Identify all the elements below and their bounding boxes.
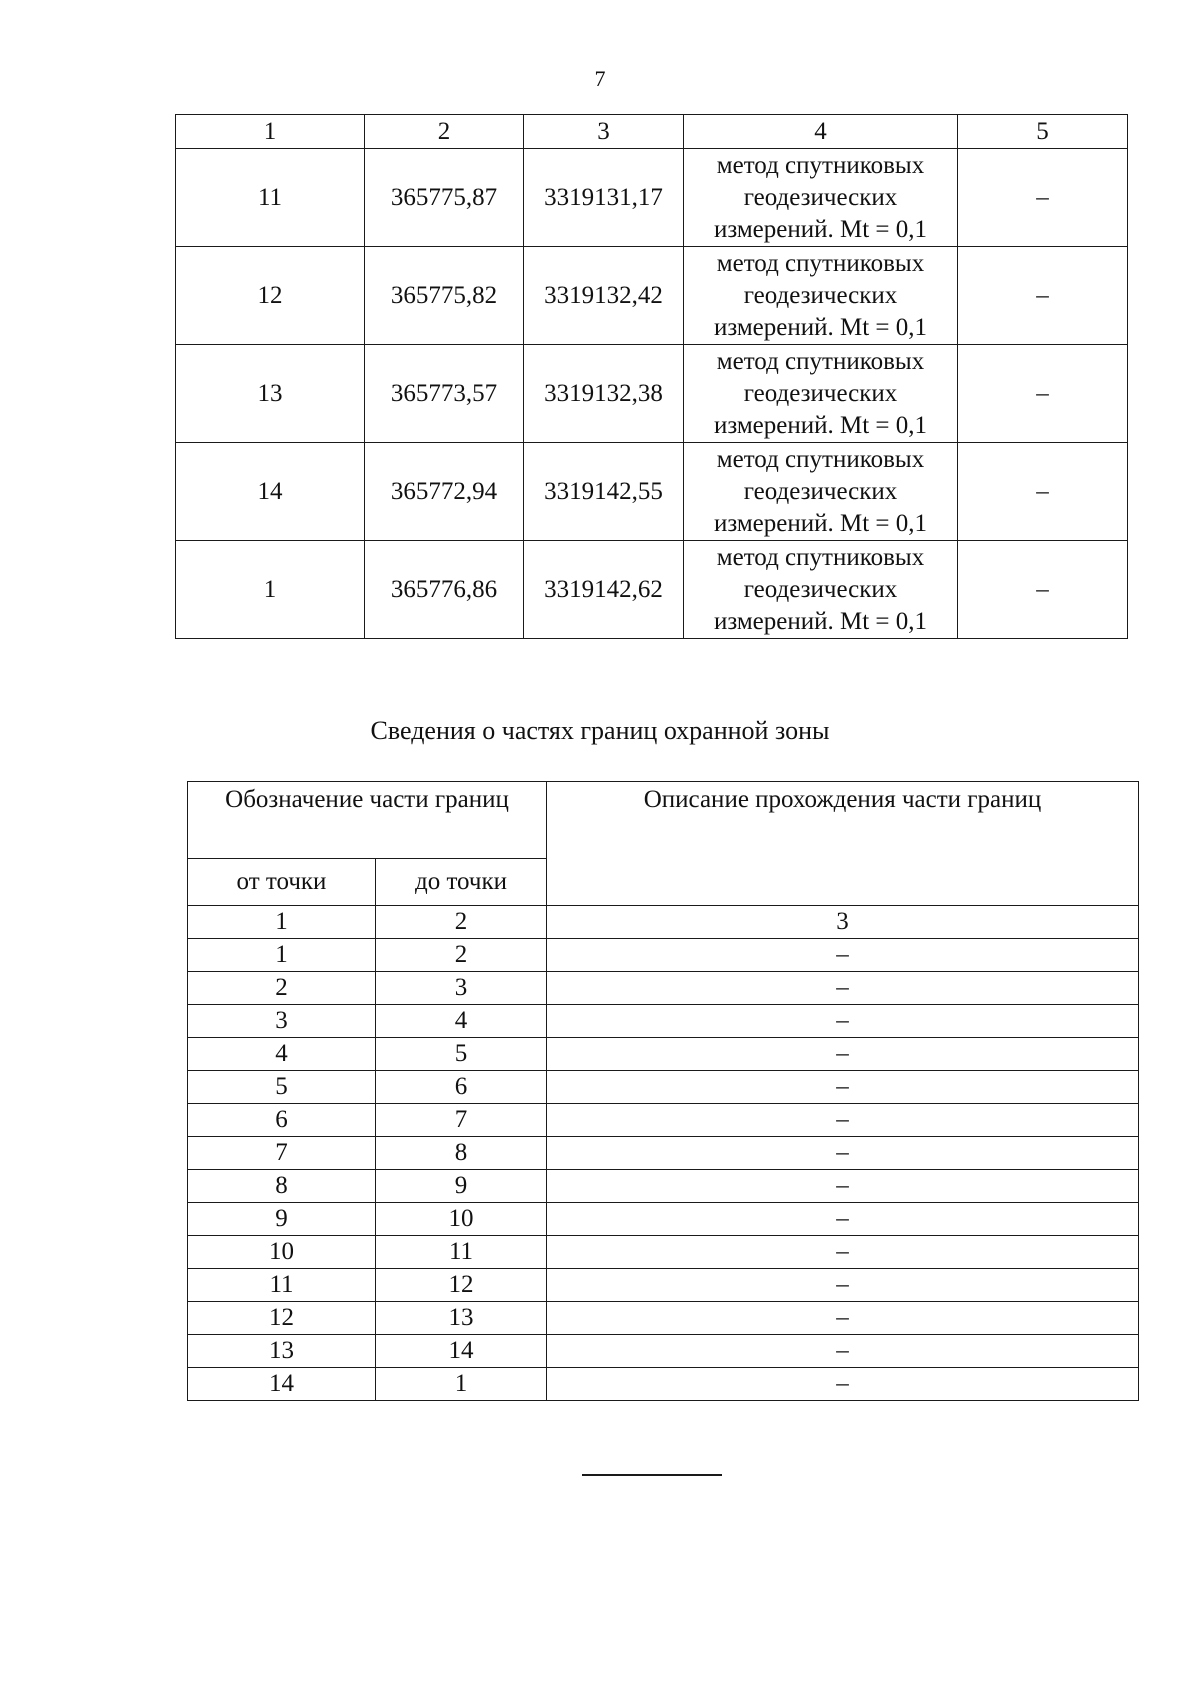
method-line: геодезических	[743, 477, 898, 505]
header-cell: 3	[524, 115, 684, 149]
description-cell: –	[547, 1038, 1139, 1071]
point-cell: 14	[176, 443, 365, 541]
y-coordinate-cell: 3319131,17	[524, 149, 684, 247]
end-divider	[582, 1474, 722, 1476]
method-line: измерений. Mt = 0,1	[713, 509, 928, 537]
x-coordinate-cell: 365773,57	[365, 345, 524, 443]
note-cell: –	[958, 149, 1128, 247]
designation-header: Обозначение части границ	[188, 782, 547, 859]
to-point-cell: 4	[376, 1005, 547, 1038]
point-cell: 1	[176, 541, 365, 639]
from-point-cell: 9	[188, 1203, 376, 1236]
table-row	[176, 541, 1128, 639]
table-row	[188, 1236, 1139, 1269]
to-point-cell: 8	[376, 1137, 547, 1170]
to-point-cell: 10	[376, 1203, 547, 1236]
x-coordinate-cell: 365776,86	[365, 541, 524, 639]
method-line: измерений. Mt = 0,1	[713, 215, 928, 243]
table-row	[188, 972, 1139, 1005]
table-row	[188, 1269, 1139, 1302]
x-coordinate-cell: 365772,94	[365, 443, 524, 541]
point-cell: 12	[176, 247, 365, 345]
table-row	[188, 1368, 1139, 1401]
coordinates-table	[175, 114, 1128, 639]
from-point-header: от точки	[188, 859, 376, 906]
method-line: метод спутниковых	[716, 249, 925, 277]
table-row	[188, 1170, 1139, 1203]
table-row	[176, 443, 1128, 541]
table-row	[188, 1302, 1139, 1335]
note-cell: –	[958, 345, 1128, 443]
method-line: метод спутниковых	[716, 347, 925, 375]
to-point-cell: 6	[376, 1071, 547, 1104]
column-number: 2	[376, 906, 547, 939]
table-row	[188, 939, 1139, 972]
description-cell: –	[547, 1335, 1139, 1368]
column-number: 3	[547, 906, 1139, 939]
method-line: измерений. Mt = 0,1	[713, 411, 928, 439]
column-number: 1	[188, 906, 376, 939]
parts-header-row	[188, 782, 1139, 859]
method-line: измерений. Mt = 0,1	[713, 607, 928, 635]
y-coordinate-cell: 3319142,62	[524, 541, 684, 639]
description-cell: –	[547, 1269, 1139, 1302]
boundary-parts-table	[187, 781, 1139, 1401]
from-point-cell: 4	[188, 1038, 376, 1071]
to-point-cell: 9	[376, 1170, 547, 1203]
from-point-cell: 3	[188, 1005, 376, 1038]
to-point-cell: 5	[376, 1038, 547, 1071]
note-cell: –	[958, 247, 1128, 345]
method-line: геодезических	[743, 281, 898, 309]
method-cell	[684, 247, 958, 345]
header-cell: 5	[958, 115, 1128, 149]
table-row	[188, 1104, 1139, 1137]
point-cell: 13	[176, 345, 365, 443]
description-cell: –	[547, 939, 1139, 972]
section-title: Сведения о частях границ охранной зоны	[370, 716, 830, 745]
method-line: геодезических	[743, 379, 898, 407]
from-point-cell: 11	[188, 1269, 376, 1302]
y-coordinate-cell: 3319132,38	[524, 345, 684, 443]
method-line: метод спутниковых	[716, 151, 925, 179]
description-cell: –	[547, 1071, 1139, 1104]
description-cell: –	[547, 1137, 1139, 1170]
to-point-cell: 1	[376, 1368, 547, 1401]
from-point-cell: 7	[188, 1137, 376, 1170]
to-point-cell: 3	[376, 972, 547, 1005]
table-row	[188, 1038, 1139, 1071]
table-row	[176, 149, 1128, 247]
header-cell: 1	[176, 115, 365, 149]
method-cell	[684, 541, 958, 639]
from-point-cell: 10	[188, 1236, 376, 1269]
method-line: геодезических	[743, 575, 898, 603]
table-row	[188, 1335, 1139, 1368]
description-cell: –	[547, 1236, 1139, 1269]
table-row	[188, 1071, 1139, 1104]
x-coordinate-cell: 365775,82	[365, 247, 524, 345]
method-line: геодезических	[743, 183, 898, 211]
column-number-row	[188, 906, 1139, 939]
from-point-cell: 13	[188, 1335, 376, 1368]
to-point-cell: 2	[376, 939, 547, 972]
table-row	[176, 247, 1128, 345]
from-point-cell: 6	[188, 1104, 376, 1137]
method-line: метод спутниковых	[716, 445, 925, 473]
note-cell: –	[958, 443, 1128, 541]
from-point-cell: 1	[188, 939, 376, 972]
from-point-cell: 14	[188, 1368, 376, 1401]
page-number: 7	[594, 66, 606, 91]
method-cell	[684, 149, 958, 247]
table-row	[188, 1005, 1139, 1038]
method-line: метод спутниковых	[716, 543, 925, 571]
y-coordinate-cell: 3319132,42	[524, 247, 684, 345]
description-cell: –	[547, 1104, 1139, 1137]
from-point-cell: 8	[188, 1170, 376, 1203]
from-point-cell: 2	[188, 972, 376, 1005]
description-cell: –	[547, 1302, 1139, 1335]
method-line: измерений. Mt = 0,1	[713, 313, 928, 341]
description-cell: –	[547, 1170, 1139, 1203]
to-point-cell: 13	[376, 1302, 547, 1335]
to-point-cell: 11	[376, 1236, 547, 1269]
x-coordinate-cell: 365775,87	[365, 149, 524, 247]
from-point-cell: 12	[188, 1302, 376, 1335]
header-cell: 4	[684, 115, 958, 149]
description-header: Описание прохождения части границ	[547, 782, 1139, 906]
to-point-cell: 7	[376, 1104, 547, 1137]
description-cell: –	[547, 1203, 1139, 1236]
method-cell	[684, 345, 958, 443]
to-point-header: до точки	[376, 859, 547, 906]
point-cell: 11	[176, 149, 365, 247]
table-row	[188, 1203, 1139, 1236]
coordinates-header-row	[176, 115, 1128, 149]
table-row	[188, 1137, 1139, 1170]
description-cell: –	[547, 1368, 1139, 1401]
description-cell: –	[547, 972, 1139, 1005]
method-cell	[684, 443, 958, 541]
table-row	[176, 345, 1128, 443]
from-point-cell: 5	[188, 1071, 376, 1104]
description-cell: –	[547, 1005, 1139, 1038]
note-cell: –	[958, 541, 1128, 639]
to-point-cell: 14	[376, 1335, 547, 1368]
header-cell: 2	[365, 115, 524, 149]
y-coordinate-cell: 3319142,55	[524, 443, 684, 541]
to-point-cell: 12	[376, 1269, 547, 1302]
